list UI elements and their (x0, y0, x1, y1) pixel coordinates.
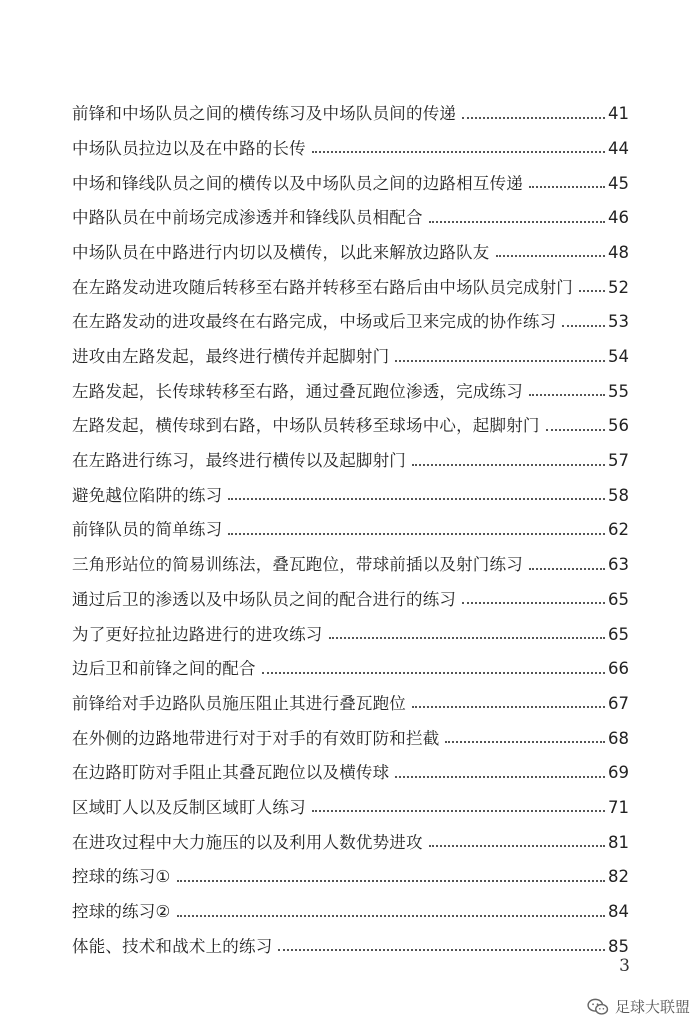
toc-dot-leader (228, 533, 605, 535)
watermark-text: 足球大联盟 (614, 998, 690, 1016)
toc-dot-leader (262, 672, 605, 674)
toc-dot-leader (228, 498, 605, 500)
toc-dot-leader (412, 706, 605, 708)
page-number: 3 (619, 956, 630, 976)
toc-entry (72, 88, 629, 123)
toc-entry (72, 539, 629, 574)
toc-dot-leader (395, 360, 605, 362)
toc-entry-title: 区域盯人以及反制区域盯人练习 (72, 797, 306, 817)
wechat-icon (587, 998, 609, 1016)
toc-entry-page: 57 (608, 451, 629, 471)
toc-entry-title: 进攻由左路发起，最终进行横传并起脚射门 (72, 347, 390, 366)
toc-entry-page: 54 (608, 347, 629, 366)
toc-entry-page: 66 (608, 659, 629, 679)
toc-entry (72, 331, 629, 366)
toc-entry-title: 左路发起，横传球到右路，中场队员转移至球场中心，起脚射门 (72, 416, 540, 436)
toc-entry-title: 为了更好拉扯边路进行的进攻练习 (72, 624, 323, 644)
toc-entry (72, 851, 629, 886)
toc-dot-leader (445, 741, 605, 743)
toc-entry (72, 886, 629, 921)
toc-dot-leader (579, 290, 605, 292)
toc-entry-page: 65 (608, 624, 629, 644)
toc-entry (72, 574, 629, 609)
toc-entry-page: 53 (608, 312, 629, 332)
toc-dot-leader (496, 255, 606, 257)
toc-entry-page: 55 (608, 381, 629, 401)
toc-entry (72, 643, 629, 678)
toc-entry (72, 435, 629, 470)
toc-entry (72, 192, 629, 227)
toc-dot-leader (412, 464, 605, 466)
toc-entry (72, 782, 629, 817)
toc-dot-leader (329, 637, 606, 639)
toc-entry-page: 58 (608, 485, 629, 505)
toc-entry (72, 123, 629, 158)
toc-entry (72, 504, 629, 539)
toc-entry (72, 712, 629, 747)
toc-entry-page: 56 (608, 416, 629, 436)
toc-entry-page: 48 (608, 242, 629, 262)
toc-entry-page: 71 (608, 797, 629, 817)
toc-entry-page: 82 (608, 867, 629, 887)
toc-entry-page: 62 (608, 520, 629, 540)
toc-entry-page: 85 (608, 936, 629, 956)
toc-entry-page: 63 (608, 555, 629, 575)
toc-entry-title: 控球的练习② (72, 902, 171, 921)
toc-dot-leader (177, 880, 606, 882)
toc-entry-page: 69 (608, 763, 629, 783)
toc-entry (72, 296, 629, 331)
toc-entry-page: 52 (608, 277, 629, 297)
toc-entry-title: 三角形站位的简易训练法，叠瓦跑位，带球前插以及射门练习 (72, 555, 523, 575)
toc-entry-page: 44 (608, 138, 629, 158)
toc-entry-page: 84 (608, 902, 629, 921)
toc-entry (72, 921, 629, 956)
toc-entry-title: 左路发起，长传球转移至右路，通过叠瓦跑位渗透，完成练习 (72, 381, 523, 401)
toc-dot-leader (395, 776, 605, 778)
watermark (587, 996, 690, 1017)
toc-dot-leader (278, 949, 605, 951)
toc-entry (72, 470, 629, 505)
toc-entry-page: 45 (608, 173, 629, 193)
toc-entry-title: 前锋队员的简单练习 (72, 520, 223, 540)
toc-dot-leader (429, 221, 605, 223)
toc-entry-title: 中路队员在中前场完成渗透并和锋线队员相配合 (72, 208, 423, 228)
toc-dot-leader (546, 429, 605, 431)
toc-entry-title: 在外侧的边路地带进行对于对手的有效盯防和拦截 (72, 728, 440, 748)
toc-entry-title: 在左路发动的进攻最终在右路完成，中场或后卫来完成的协作练习 (72, 312, 557, 332)
toc-entry-title: 控球的练习① (72, 867, 171, 887)
toc-entry-title: 体能、技术和战术上的练习 (72, 936, 273, 956)
toc-entry-title: 在进攻过程中大力施压的以及利用人数优势进攻 (72, 832, 423, 852)
toc-entry (72, 816, 629, 851)
toc-entry-title: 边后卫和前锋之间的配合 (72, 659, 256, 679)
toc-entry-page: 46 (608, 208, 629, 228)
table-of-contents (72, 88, 629, 955)
toc-dot-leader (529, 186, 605, 188)
toc-entry-page: 41 (608, 104, 629, 124)
toc-entry-title: 在左路发动进攻随后转移至右路并转移至右路后由中场队员完成射门 (72, 277, 573, 297)
toc-entry-title: 前锋给对手边路队员施压阻止其进行叠瓦跑位 (72, 693, 406, 713)
toc-entry (72, 227, 629, 262)
toc-entry-title: 前锋和中场队员之间的横传练习及中场队员间的传递 (72, 104, 457, 124)
toc-entry-page: 65 (608, 589, 629, 609)
toc-dot-leader (462, 602, 605, 604)
toc-entry-title: 中场队员在中路进行内切以及横传，以此来解放边路队友 (72, 242, 490, 262)
toc-dot-leader (312, 151, 605, 153)
toc-dot-leader (312, 810, 605, 812)
toc-entry (72, 261, 629, 296)
toc-entry (72, 366, 629, 401)
toc-entry-title: 在边路盯防对手阻止其叠瓦跑位以及横传球 (72, 763, 390, 783)
toc-dot-leader (529, 394, 605, 396)
toc-entry-page: 67 (608, 693, 629, 713)
toc-entry-page: 81 (608, 832, 629, 852)
toc-dot-leader (177, 915, 606, 917)
toc-entry-page: 68 (608, 728, 629, 748)
toc-dot-leader (562, 325, 605, 327)
toc-dot-leader (529, 568, 605, 570)
toc-dot-leader (462, 117, 605, 119)
toc-entry-title: 中场队员拉边以及在中路的长传 (72, 138, 306, 158)
toc-entry-title: 在左路进行练习，最终进行横传以及起脚射门 (72, 451, 406, 471)
toc-entry-title: 通过后卫的渗透以及中场队员之间的配合进行的练习 (72, 589, 457, 609)
toc-entry (72, 747, 629, 782)
toc-entry-title: 避免越位陷阱的练习 (72, 485, 223, 505)
toc-entry (72, 157, 629, 192)
toc-dot-leader (429, 845, 605, 847)
toc-entry (72, 678, 629, 713)
toc-entry (72, 400, 629, 435)
toc-entry-title: 中场和锋线队员之间的横传以及中场队员之间的边路相互传递 (72, 173, 523, 193)
toc-entry (72, 608, 629, 643)
